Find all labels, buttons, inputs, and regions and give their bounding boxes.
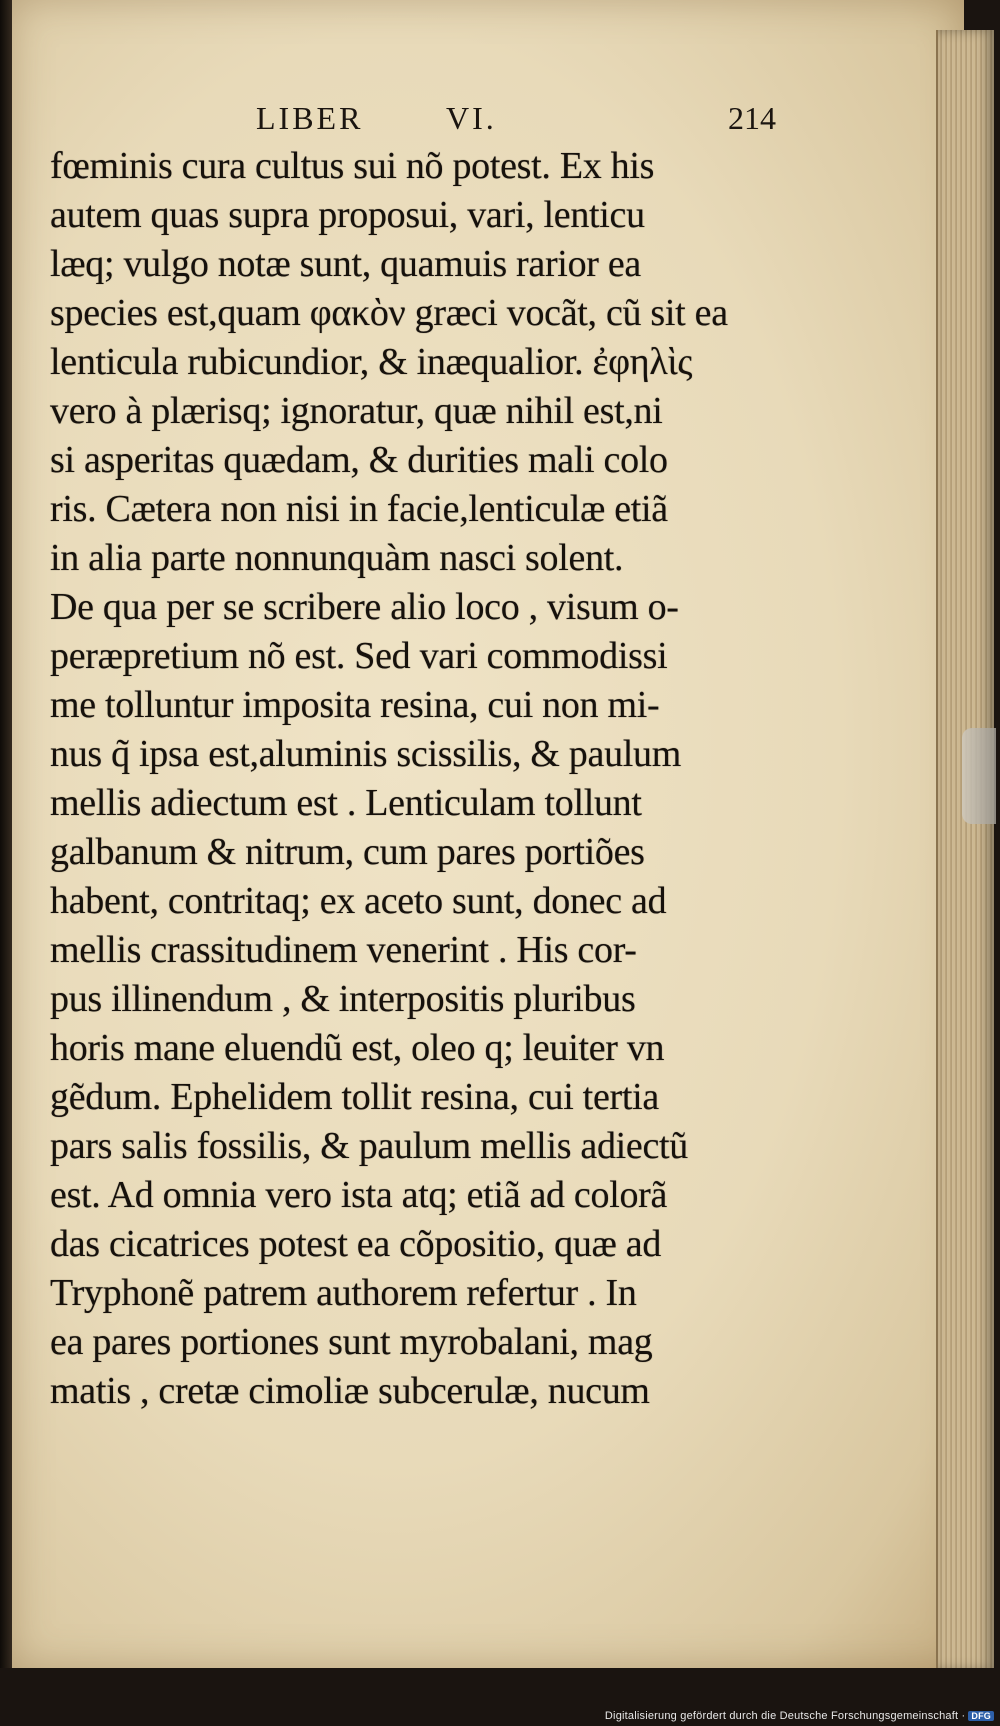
footer-bar bbox=[0, 1668, 1000, 1726]
text-line: fœminis cura cultus sui nõ potest. Ex his bbox=[50, 145, 655, 187]
credit-text: Digitalisierung gefördert durch die Deutsche Forschungsgemeinschaft · bbox=[604, 1710, 966, 1722]
text-line: De qua per se scribere alio loco , visum o- bbox=[50, 586, 679, 628]
text-line: in alia parte nonnunquàm nasci solent. bbox=[50, 537, 624, 579]
text-line: autem quas supra proposui, vari, lenticu bbox=[50, 194, 645, 236]
text-line: galbanum & nitrum, cum pares portiões bbox=[50, 831, 645, 873]
folio-number: 214 bbox=[728, 100, 776, 136]
text-line: das cicatrices potest ea cõpositio, quæ ad bbox=[50, 1223, 662, 1265]
text-line: mellis adiectum est . Lenticulam tollunt bbox=[50, 782, 642, 824]
running-head bbox=[256, 100, 776, 140]
clasp-tab bbox=[962, 728, 996, 824]
text-line: pars salis fossilis, & paulum mellis adiectũ bbox=[50, 1125, 688, 1167]
text-line: pus illinendum , & interpositis pluribus bbox=[50, 978, 636, 1020]
text-line: horis mane eluendũ est, oleo q; leuiter vn bbox=[50, 1027, 665, 1069]
text-line: est. Ad omnia vero ista atq; etiã ad colorã bbox=[50, 1174, 668, 1216]
page-edges bbox=[936, 30, 994, 1670]
text-line: Tryphonẽ patrem authorem refertur . In bbox=[50, 1272, 637, 1314]
text-line: ris. Cætera non nisi in facie,lenticulæ etiã bbox=[50, 488, 668, 530]
text-line: mellis crassitudinem venerint . His cor- bbox=[50, 929, 637, 971]
body-text bbox=[50, 142, 790, 1416]
text-line: species est,quam φακὸν græci vocãt, cũ sit ea bbox=[50, 292, 728, 334]
book-number: VI. bbox=[446, 100, 497, 136]
text-line: gẽdum. Ephelidem tollit resina, cui tertia bbox=[50, 1076, 659, 1118]
text-line: matis , cretæ cimoliæ subcerulæ, nucum bbox=[50, 1370, 650, 1412]
digitization-credit bbox=[605, 1710, 994, 1722]
text-line: habent, contritaq; ex aceto sunt, donec ad bbox=[50, 880, 667, 922]
text-line: me tolluntur imposita resina, cui non mi- bbox=[50, 684, 660, 726]
text-line: vero à plærisq; ignoratur, quæ nihil est,ni bbox=[50, 390, 663, 432]
text-line: si asperitas quædam, & durities mali colo bbox=[50, 439, 668, 481]
running-title: LIBER bbox=[256, 100, 364, 136]
text-line: peræpretium nõ est. Sed vari commodissi bbox=[50, 635, 668, 677]
text-line: lenticula rubicundior, & inæqualior. ἐφηλὶς bbox=[50, 341, 693, 383]
text-line: nus q̃ ipsa est,aluminis scissilis, & paulum bbox=[50, 733, 681, 775]
text-line: læq; vulgo notæ sunt, quamuis rarior ea bbox=[50, 243, 641, 285]
text-line: ea pares portiones sunt myrobalani, mag bbox=[50, 1321, 653, 1363]
dfg-logo: DFG bbox=[968, 1711, 994, 1721]
